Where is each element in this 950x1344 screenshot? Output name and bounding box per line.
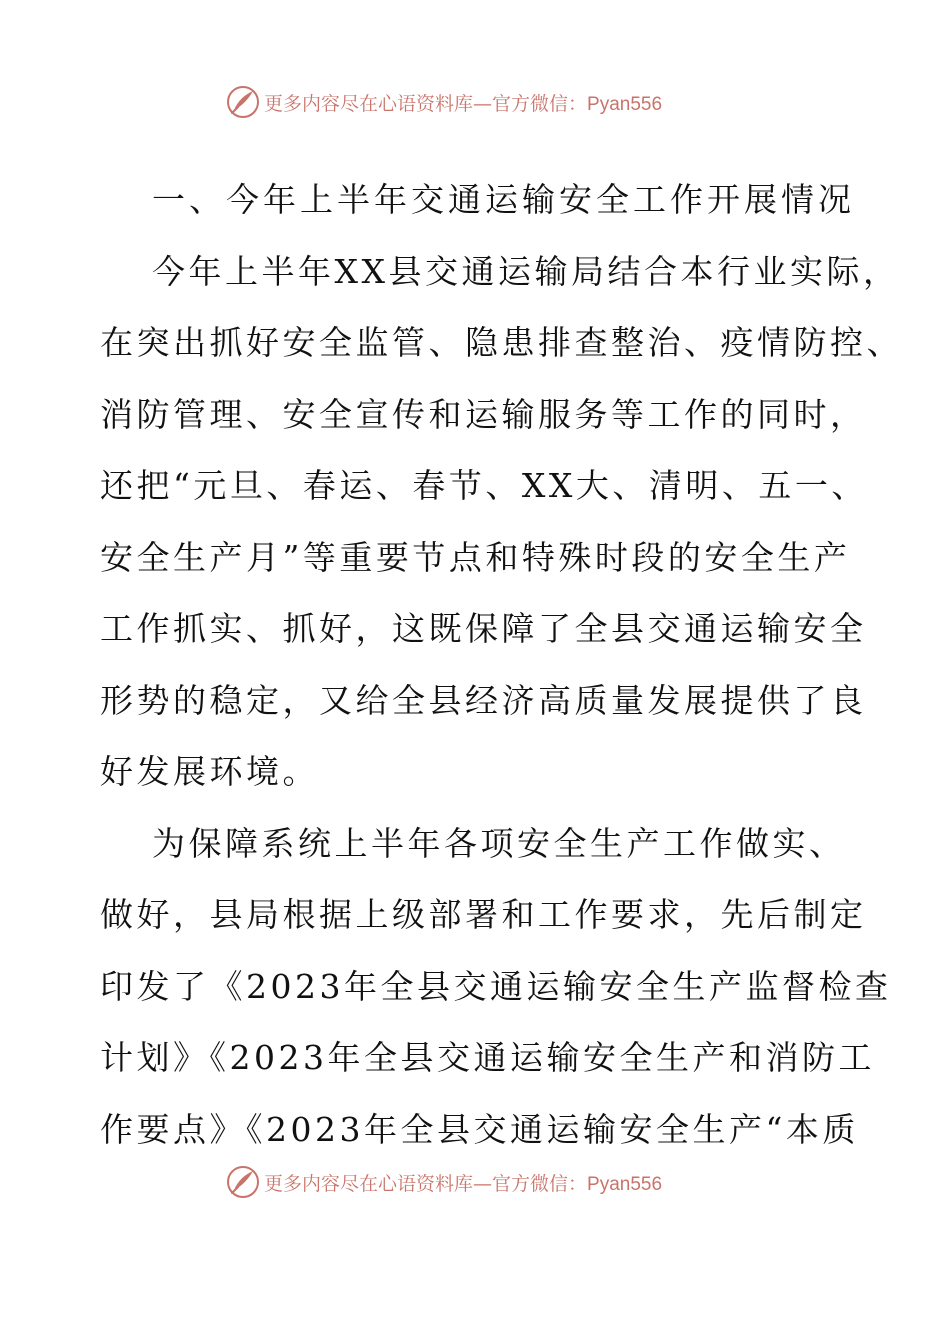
paragraph-line: 做好，县局根据上级部署和工作要求，先后制定	[100, 895, 867, 934]
paragraph-line: 安全生产月”等重要节点和特殊时段的安全生产	[100, 537, 851, 577]
paragraph-1	[100, 236, 903, 808]
paragraph-line: 还把“元旦、春运、春节、XX大、清明、五一、	[100, 466, 868, 505]
paragraph-line: 印发了《2023年全县交通运输安全生产监督检查	[100, 966, 892, 1006]
paragraph-2	[100, 808, 892, 1166]
document-body	[100, 164, 903, 1165]
paragraph-line: 好发展环境。	[100, 752, 319, 791]
watermark-header	[226, 84, 662, 120]
paragraph-line: 在突出抓好安全监管、隐患排查整治、疫情防控、	[100, 323, 903, 362]
watermark-account: Pyan556	[587, 93, 663, 115]
watermark-text	[264, 89, 662, 116]
section-heading: 一、今年上半年交通运输安全工作开展情况	[152, 180, 855, 219]
paragraph-line: 形势的稳定，又给全县经济高质量发展提供了良	[100, 680, 867, 720]
quill-emblem-icon	[226, 85, 260, 119]
watermark-brand: 更多内容尽在心语资料库	[264, 1172, 474, 1195]
watermark-dash: —	[473, 92, 493, 115]
watermark-footer	[226, 1164, 662, 1200]
paragraph-line: 今年上半年XX县交通运输局结合本行业实际，	[152, 251, 900, 291]
paragraph-line: 工作抓实、抓好，这既保障了全县交通运输安全	[100, 609, 867, 648]
watermark-account: Pyan556	[587, 1173, 663, 1195]
watermark-official-label: 官方微信：	[492, 92, 588, 115]
watermark-text	[264, 1169, 662, 1196]
watermark-dash: —	[473, 1172, 493, 1195]
paragraph-line: 计划》《2023年全县交通运输安全生产和消防工	[100, 1038, 875, 1077]
watermark-official-label: 官方微信：	[492, 1172, 588, 1195]
paragraph-line: 作要点》《2023年全县交通运输安全生产“本质	[100, 1109, 859, 1149]
watermark-brand: 更多内容尽在心语资料库	[264, 92, 474, 115]
paragraph-line: 为保障系统上半年各项安全生产工作做实、	[152, 823, 846, 863]
quill-emblem-icon	[226, 1165, 260, 1199]
paragraph-line: 消防管理、安全宣传和运输服务等工作的同时，	[100, 394, 867, 434]
